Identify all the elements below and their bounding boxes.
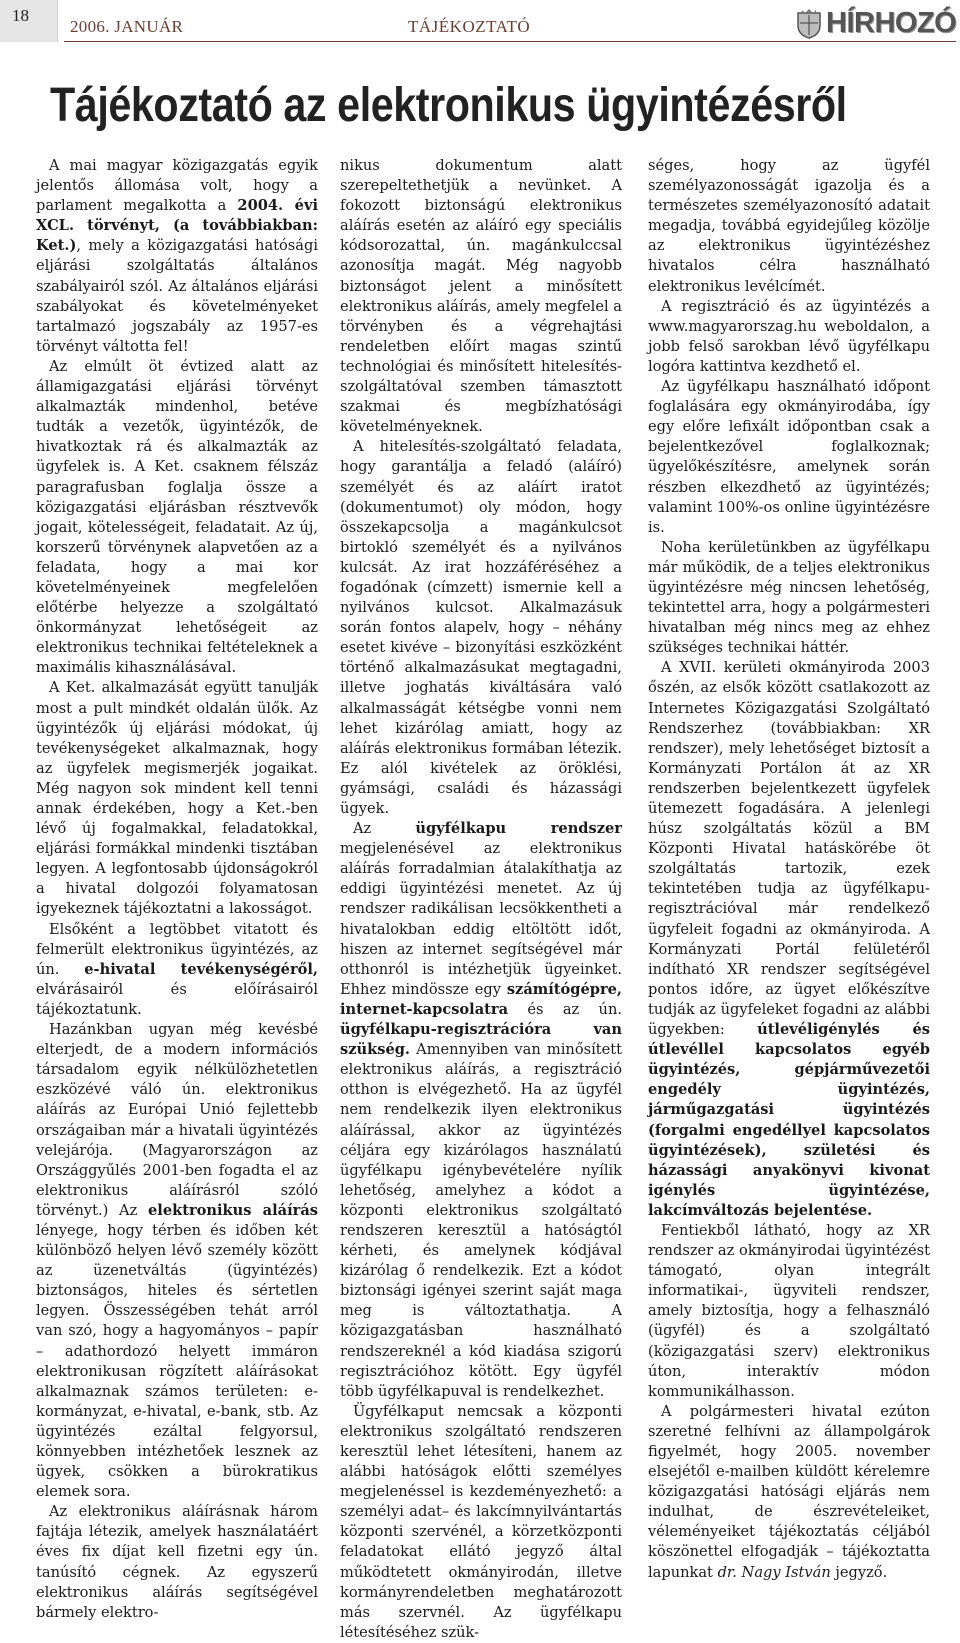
paragraph	[36, 920, 318, 1020]
text-run: Elsőként a legtöbbet vitatott és felmerült elektronikus ügyintézés, az ún.	[36, 920, 318, 978]
text-run: útlevéligénylés és útlevéllel kapcsolatos egyéb ügyintézés, gépjárművezetői engedély ügyintézés, járműgazgatási ügyintézés (forgalmi engedéllyel kapcsolatos ügyintézések), születési és házassági anyakönyvi kivonat igénylés ügyintézése, lakcímváltozás bejelentése.	[648, 1021, 930, 1219]
text-run: ügyfélkapu rendszer	[415, 820, 622, 838]
text-run: Fentiekből látható, hogy az XR rendszer az okmányirodai ügyintézést támogató, olyan integrált informatikai-, ügyviteli rendszer, amely biztosítja, hogy a felhasználó (ügyfél) és a szolgáltató (közigazgatási szerv) elektronikus úton, interaktív módon kommunikálhasson.	[648, 1221, 930, 1400]
paragraph	[36, 678, 318, 919]
text-run: elektronikus aláírás	[148, 1201, 318, 1219]
paragraph	[340, 156, 622, 437]
text-run: megjelenésével az elektronikus aláírás forradalmian átalakíthatja az eddigi ügyintézési menetet. Az új rendszer radikálisan lecsökkentheti a hivatalokban eddig eltöltött időt, hiszen az internet segítségével már otthonról is intézhetjük ügyeinket. Ehhez mindössze egy	[340, 840, 622, 998]
paragraph	[340, 819, 622, 1402]
paragraph	[340, 1402, 622, 1643]
text-run: 2004. évi XCL. törvényt, (a továbbiakban: Ket.)	[36, 197, 318, 255]
text-run: Hazánkban ugyan még kevésbé elterjedt, de a modern információs társadalom egyik nélkülözhetetlen eszközévé váló ún. elektronikus aláírás az Európai Unió fejlettebb országaiban már a hivatali ügyintézés velejárója. (Magyarországon az Országgyűlés 2001-ben fogadta el az elektronikus aláírásról szóló törvényt.) Az	[36, 1021, 318, 1219]
paragraph	[648, 297, 930, 377]
paragraph	[648, 1402, 930, 1583]
text-run: A XVII. kerületi okmányiroda 2003 őszén, az elsők között csatlakozott az Internetes Közigazgatási Szolgáltató Rendszerhez (továbbiakban: XR rendszer), mely lehetőséget biztosít a Kormányzati Portálon át az XR rendszerben bejelentkezett ügyfelek ütemezett fogadására. A jelenlegi húsz szolgáltatás közül a BM Központi Hivatal hatáskörébe öt szolgáltatás tartozik, ezek tekintetében tudja az ügyfélkapu-regisztrációval már rendelkező ügyfeleit fogadni az okmányiroda. A Kormányzati Portál felületéről indítható XR rendszer segítségével pontos időre, az ügyet előkészítve tudják az ügyfeleket fogadni az alábbi ügyekben:	[648, 659, 930, 1039]
text-run: , mely a közigazgatási hatósági eljárási szolgáltatás általános szabályairól szól. Az általános eljárási szabályokat és követelményeket tartalmazó jogszabály az 1957-es törvényt váltotta fel!	[36, 237, 318, 355]
text-run: Az	[353, 820, 416, 838]
page-number-box	[0, 0, 58, 42]
publication-logo	[796, 4, 956, 42]
paragraph	[36, 1502, 318, 1623]
text-run: számítógépre, internet-kapcsolatra	[340, 980, 622, 1018]
text-run: A Ket. alkalmazását együtt tanulják most a pult mindkét oldalán ülők. Az ügyintézők új eljárási módokat, új tevékenységeket alkalmaznak, hogy az ügyfelek megismerjék jogaikat. Még nagyon sok mindent kell tenni annak érdekében, hogy a Ket.-ben lévő új fogalmakkal, feladatokkal, eljárási formákkal mindenki tisztában legyen. A legfontosabb újdonságokról a hivatal dolgozói folyamatosan igyekeznek tájékoztatni a lakosságot.	[36, 679, 318, 918]
section-title: TÁJÉKOZTATÓ	[408, 17, 531, 36]
paragraph	[648, 377, 930, 538]
text-run: Az elektronikus aláírásnak három fajtája létezik, amelyek használatáért éves fix díjat kell fizetni egy ún. tanúsító cégnek. Az egyszerű elektronikus aláírás segítségével bármely elektro-	[36, 1503, 318, 1621]
text-run: Amennyiben van minősített elektronikus aláírás, a regisztráció otthon is elvégezhető. Ha az ügyfél nem rendelkezik ilyen elektronikus aláírással, akkor az ügyintézés céljára egy kizárólagos használatú ügyfélkapu igénybevételére nyílik lehetőség, amelyhez a kódot a központi elektronikus szolgáltató rendszeren keresztül a hatóságtól kérheti, és amelynek kódjával kizárólag ő rendelkezik. Ezt a kódot biztonsági igényei szerint saját maga meg is változtathatja. A közigazgatásban használható rendszereknél a kód kiadása szigorú regisztrációhoz kötött. Egy ügyfél több ügyfélkapuval is rendelkezhet.	[340, 1041, 622, 1400]
article-column-2	[340, 156, 622, 1641]
text-run: Noha kerületünkben az ügyfélkapu már működik, de a teljes elektronikus ügyintézésre még nincsen lehetőség, tekintettel arra, hogy a polgármesteri hivatalban még nincs meg az ehhez szükséges technikai háttér.	[648, 538, 930, 657]
text-run: e-hivatal tevékenységéről,	[84, 960, 318, 978]
article-column-3	[648, 156, 930, 1581]
text-run: dr. Nagy István	[717, 1563, 831, 1581]
text-run: Az elmúlt öt évtized alatt az államigazgatási eljárási törvényt alkalmazták mindenhol, betéve tudták a vezetők, ügyintézők, de hivatkoztak rá és alkalmazták az ügyfelek is. A Ket. csaknem félszáz paragrafusban foglalja össze a közigazgatási eljárásban résztvevők jogait, kötelességeit, feladatait. Az új, korszerű törvénynek alapvetően az a feladata, hogy a mai kor követelményeinek megfelelően előtérbe helyezze a szolgáltató önkormányzat lehetőségeit az elektronikus technikai feltételeknek a maximális kihasználásával.	[36, 357, 318, 677]
header-rule	[64, 41, 956, 42]
paragraph	[36, 156, 318, 357]
issue-date: 2006. JANUÁR	[70, 17, 184, 36]
text-run: Az ügyfélkapu használható időpont foglalására egy okmányirodába, így egy előre lefixált időpontban csak a bejelentkezővel foglalkoznak; ügyelőkészítésre, amelynek során részben elkezdhető az ügyintézés; valamint 100%-os online ügyintézésre is.	[648, 378, 930, 536]
paragraph	[36, 1020, 318, 1502]
text-run: A polgármesteri hivatal ezúton szeretné felhívni az állampolgárok figyelmét, hogy 2005. november elsejétől e-mailben küldött kérelemre közigazgatási hatósági eljárás nem indulhat, de észrevételeiket, véleményeiket tájékoztatás céljából köszönettel elfogadják – tájékoztatta lapunkat	[648, 1402, 930, 1581]
text-run: A hitelesítés-szolgáltató feladata, hogy garantálja a feladó (aláíró) személyét és az aláírt iratot (dokumentumot) oly módon, hogy összekapcsolja a magánkulcsot birtokló személyét és a nyilvános kulcsát. Az irat hozzáféréséhez a fogadónak (címzett) ismernie kell a nyilvános kulcsot. Alkalmazásuk során fontos alapelv, hogy – néhány esetet kivéve – bizonyítási eszközként történő alkalmazásukat megtagadni, illetve joghatás kiváltására való alkalmasságát kétségbe vonni nem lehet kizárólag amiatt, hogy az aláírás elektronikus formában létezik. Ez alól kivételek az öröklési, gyámsági, családi és házassági ügyek.	[340, 438, 622, 817]
text-run: és az ún.	[508, 1000, 622, 1018]
coat-of-arms-icon	[796, 7, 822, 39]
text-run: elvárásairól és előírásairól tájékoztatunk.	[36, 980, 318, 1018]
page-number: 18	[12, 6, 29, 25]
text-run: ügyfélkapu-regisztrációra van szükség.	[340, 1021, 622, 1059]
paragraph	[340, 437, 622, 819]
paragraph	[648, 156, 930, 297]
text-run: lényege, hogy térben és időben két különböző helyen lévő személy között az üzenetváltás (ügyintézés) biztonságos, hiteles és sértetlen legyen. Összességében tehát arról van szó, hogy a hagyományos – papír – adathordozó helyett immáron elektronikusan rögzített aláírásokat alkalmaznak számos területen: e-kormányzat, e-hivatal, e-bank, stb. Az ügyintézés ezáltal felgyorsul, könnyebben intézhetőek lesznek az ügyek, csökken a bürokratikus elemek sora.	[36, 1221, 318, 1501]
text-run: A mai magyar közigazgatás egyik jelentős állomása volt, hogy a parlament megalkotta a	[36, 157, 318, 215]
paragraph	[648, 538, 930, 659]
text-run: A regisztráció és az ügyintézés a www.magyarorszag.hu weboldalon, a jobb felső sarokban lévő ügyfélkapu logóra kattintva kezdhető el.	[648, 297, 930, 375]
article-title: Tájékoztató az elektronikus ügyintézésről	[50, 79, 847, 132]
paragraph	[36, 357, 318, 679]
text-run: nikus dokumentum alatt szerepeltethetjük a nevünket. A fokozott biztonságú elektronikus aláírás esetén az aláíró egy speciális kódsorozattal, ún. magánkulccsal azonosítja magát. Még nagyobb biztonságot jelent a minősített elektronikus aláírás, amely megfelel a törvényben és a végrehajtási rendeletben előírt magas szintű technológiai és minősített hitelesítés-szolgáltatóval szemben támasztott szakmai és megbízhatósági követelményeknek.	[340, 157, 622, 436]
text-run: Ügyfélkaput nemcsak a központi elektronikus szolgáltató rendszeren keresztül lehet létesíteni, hanem az alábbi hatóságok előtti személyes megjelenéssel is kezdeményezhető: a személyi adat– és lakcímnyilvántartás központi szervénél, a körzetközponti feladatokat ellátó jegyző által működtetett okmányirodán, illetve kormányrendeletben meghatározott más szervnél. Az ügyfélkapu létesítéséhez szük-	[340, 1402, 622, 1641]
text-run: jegyző.	[830, 1563, 888, 1581]
text-run: séges, hogy az ügyfél személyazonosságát igazolja és a természetes személyazonosító adatait megadja, továbbá egyidejűleg közölje az elektronikus ügyintézéshez hivatalos célra használható elektronikus levélcímét.	[648, 157, 930, 295]
article-column-1	[36, 156, 318, 1621]
logo-text: HÍRHOZÓ	[826, 6, 957, 39]
paragraph	[648, 658, 930, 1221]
paragraph	[648, 1221, 930, 1402]
